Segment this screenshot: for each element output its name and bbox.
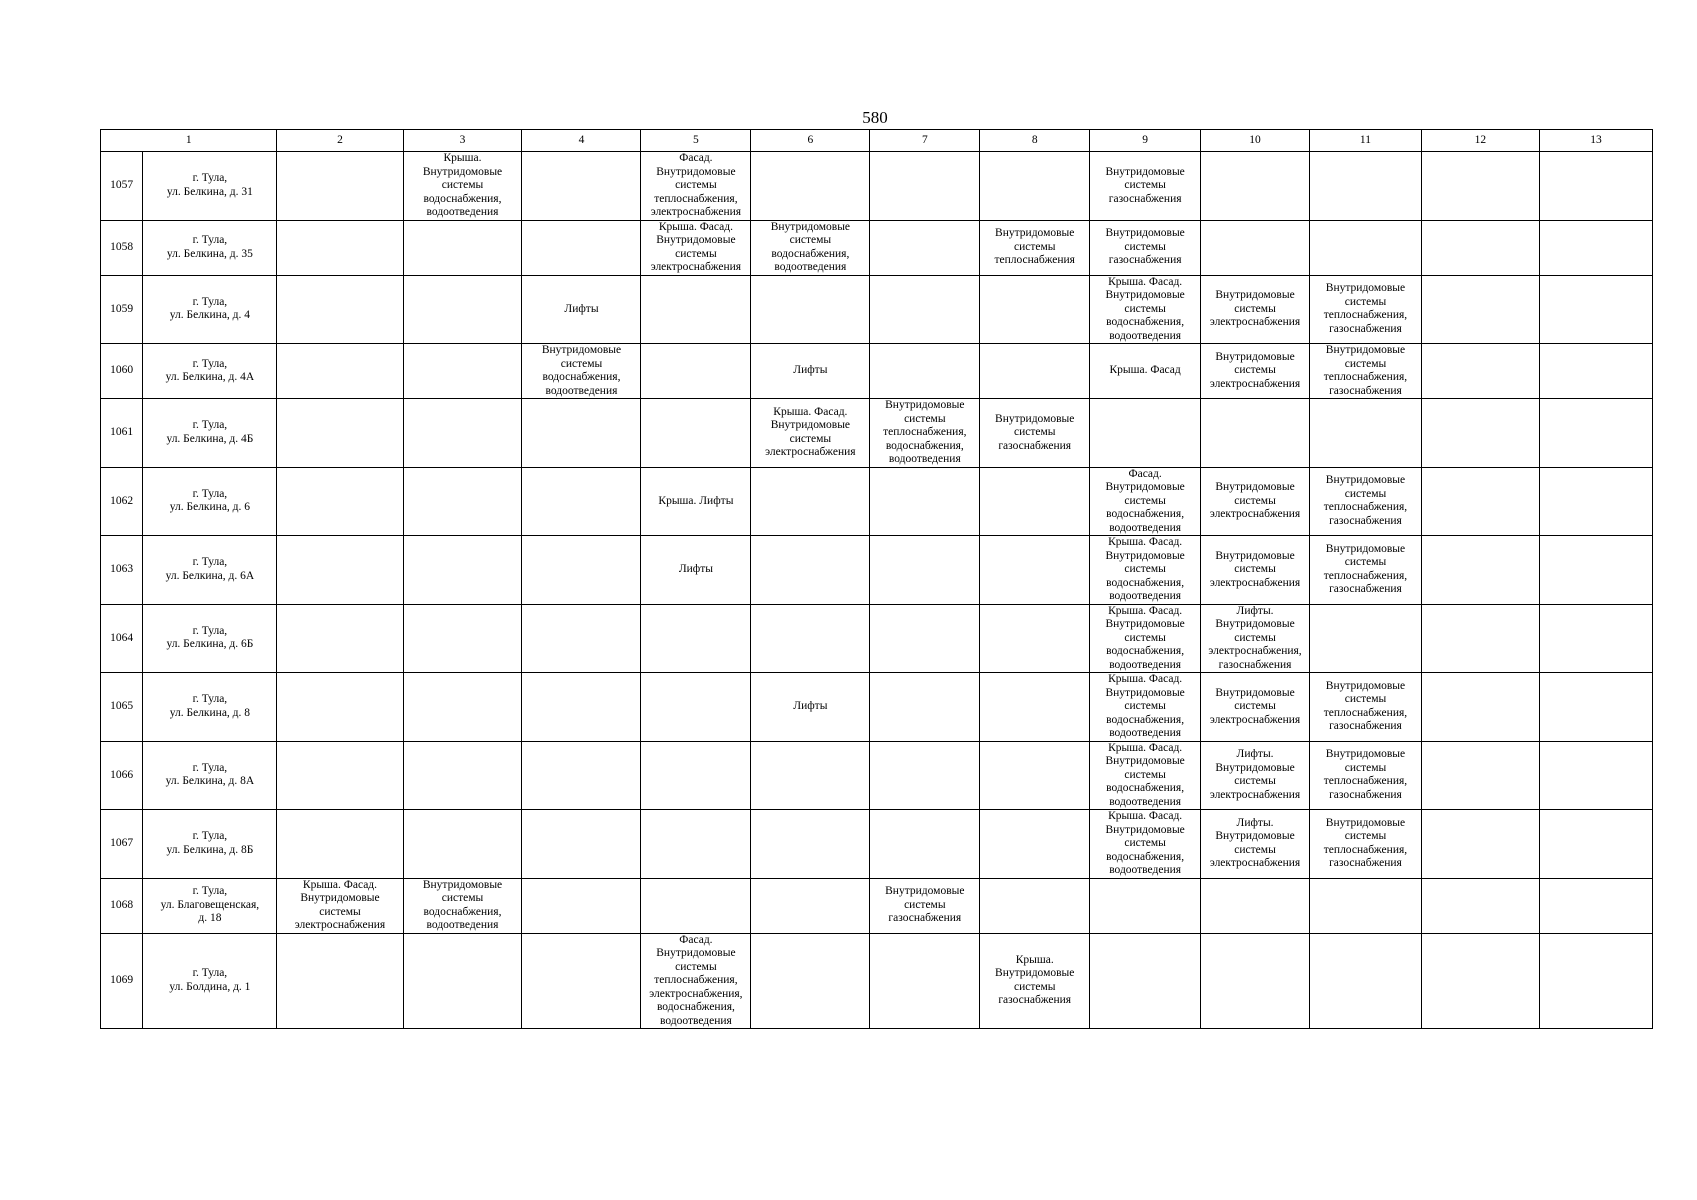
row-number-cell: 1062 [101,467,143,536]
work-type-cell [1201,152,1310,221]
work-type-cell [1539,673,1652,742]
work-type-cell: Фасад. Внутридомовые системы теплоснабжения, электроснабжения [641,152,751,221]
work-type-cell [1310,878,1422,933]
row-number-cell: 1063 [101,536,143,605]
column-number-cell: 6 [751,130,870,152]
work-type-cell [1539,344,1652,399]
work-type-cell: Внутридомовые системы газоснабжения [1090,220,1201,275]
work-type-cell [403,275,522,344]
work-type-cell: Лифты. Внутридомовые системы электроснабжения [1201,741,1310,810]
work-type-cell [751,467,870,536]
work-type-cell [870,220,980,275]
table-row [101,933,1653,1029]
column-number-cell: 1 [101,130,277,152]
work-type-cell [1539,536,1652,605]
work-type-cell [1539,220,1652,275]
work-type-cell [980,467,1090,536]
work-type-cell [403,673,522,742]
work-type-cell [522,152,641,221]
table-row [101,810,1653,879]
column-number-cell: 11 [1310,130,1422,152]
work-type-cell [277,275,403,344]
work-type-cell: Крыша. Фасад [1090,344,1201,399]
work-type-cell: Лифты [751,344,870,399]
row-number-cell: 1060 [101,344,143,399]
work-type-cell [1539,810,1652,879]
row-number-cell: 1057 [101,152,143,221]
work-type-cell: Внутридомовые системы теплоснабжения, газоснабжения [1310,673,1422,742]
repair-schedule-table [100,129,1653,1029]
work-type-cell [522,220,641,275]
address-cell: г. Тула, ул. Белкина, д. 6Б [143,604,277,673]
work-type-cell: Внутридомовые системы электроснабжения [1201,467,1310,536]
work-type-cell [980,810,1090,879]
work-type-cell [1421,878,1539,933]
work-type-cell: Фасад. Внутридомовые системы водоснабжения, водоотведения [1090,467,1201,536]
work-type-cell: Внутридомовые системы водоснабжения, водоотведения [522,344,641,399]
row-number-cell: 1068 [101,878,143,933]
work-type-cell [522,536,641,605]
address-cell: г. Тула, ул. Белкина, д. 8Б [143,810,277,879]
work-type-cell [277,673,403,742]
work-type-cell: Внутридомовые системы теплоснабжения, газоснабжения [1310,536,1422,605]
work-type-cell [641,399,751,468]
work-type-cell: Внутридомовые системы теплоснабжения, газоснабжения [1310,275,1422,344]
work-type-cell: Внутридомовые системы водоснабжения, водоотведения [403,878,522,933]
work-type-cell [277,536,403,605]
work-type-cell [1421,275,1539,344]
work-type-cell [870,604,980,673]
work-type-cell: Крыша. Фасад. Внутридомовые системы водоснабжения, водоотведения [1090,810,1201,879]
work-type-cell: Лифты. Внутридомовые системы электроснабжения, газоснабжения [1201,604,1310,673]
work-type-cell [403,467,522,536]
work-type-cell [980,878,1090,933]
work-type-cell: Крыша. Фасад. Внутридомовые системы электроснабжения [277,878,403,933]
address-cell: г. Тула, ул. Белкина, д. 8 [143,673,277,742]
table-row [101,604,1653,673]
row-number-cell: 1067 [101,810,143,879]
work-type-cell: Лифты [641,536,751,605]
work-type-cell: Внутридомовые системы электроснабжения [1201,536,1310,605]
column-number-cell: 4 [522,130,641,152]
work-type-cell [980,536,1090,605]
work-type-cell [751,275,870,344]
work-type-cell [641,741,751,810]
work-type-cell [1090,399,1201,468]
work-type-cell [641,673,751,742]
work-type-cell [1539,152,1652,221]
work-type-cell [1539,275,1652,344]
address-cell: г. Тула, ул. Болдина, д. 1 [143,933,277,1029]
table-row [101,220,1653,275]
work-type-cell [870,810,980,879]
table-row [101,344,1653,399]
address-cell: г. Тула, ул. Белкина, д. 4А [143,344,277,399]
work-type-cell [403,344,522,399]
work-type-cell [403,810,522,879]
row-number-cell: 1065 [101,673,143,742]
table-row [101,536,1653,605]
work-type-cell [522,741,641,810]
table-body [101,152,1653,1029]
work-type-cell [751,152,870,221]
address-cell: г. Тула, ул. Белкина, д. 31 [143,152,277,221]
work-type-cell [870,275,980,344]
work-type-cell [277,741,403,810]
table-row [101,399,1653,468]
work-type-cell: Внутридомовые системы теплоснабжения, газоснабжения [1310,467,1422,536]
work-type-cell [522,399,641,468]
work-type-cell [980,152,1090,221]
column-number-cell: 8 [980,130,1090,152]
work-type-cell [870,933,980,1029]
work-type-cell [1539,741,1652,810]
work-type-cell: Внутридомовые системы электроснабжения [1201,673,1310,742]
work-type-cell: Крыша. Фасад. Внутридомовые системы водоснабжения, водоотведения [1090,275,1201,344]
work-type-cell: Лифты [522,275,641,344]
table-row [101,673,1653,742]
work-type-cell [1421,344,1539,399]
column-number-cell: 3 [403,130,522,152]
work-type-cell [1421,536,1539,605]
work-type-cell [403,604,522,673]
work-type-cell [403,399,522,468]
work-type-cell [522,467,641,536]
row-number-cell: 1066 [101,741,143,810]
work-type-cell: Внутридомовые системы газоснабжения [870,878,980,933]
work-type-cell [403,220,522,275]
work-type-cell [641,878,751,933]
work-type-cell [403,741,522,810]
work-type-cell [277,399,403,468]
work-type-cell [1090,878,1201,933]
address-cell: г. Тула, ул. Белкина, д. 6 [143,467,277,536]
work-type-cell [277,604,403,673]
work-type-cell [277,152,403,221]
work-type-cell [522,933,641,1029]
work-type-cell [980,604,1090,673]
work-type-cell [1539,467,1652,536]
work-type-cell: Лифты. Внутридомовые системы электроснабжения [1201,810,1310,879]
work-type-cell [751,933,870,1029]
row-number-cell: 1064 [101,604,143,673]
column-number-cell: 7 [870,130,980,152]
work-type-cell: Внутридомовые системы электроснабжения [1201,275,1310,344]
work-type-cell [870,536,980,605]
work-type-cell [1201,933,1310,1029]
column-number-cell: 12 [1421,130,1539,152]
work-type-cell [980,275,1090,344]
work-type-cell: Внутридомовые системы теплоснабжения, газоснабжения [1310,741,1422,810]
work-type-cell [870,152,980,221]
work-type-cell [1421,810,1539,879]
column-number-cell: 10 [1201,130,1310,152]
address-cell: г. Тула, ул. Благовещенская, д. 18 [143,878,277,933]
page-number: 580 [862,108,888,127]
address-cell: г. Тула, ул. Белкина, д. 8А [143,741,277,810]
work-type-cell: Крыша. Внутридомовые системы водоснабжения, водоотведения [403,152,522,221]
work-type-cell: Внутридомовые системы теплоснабжения, газоснабжения [1310,810,1422,879]
work-type-cell [1539,399,1652,468]
row-number-cell: 1069 [101,933,143,1029]
column-number-cell: 13 [1539,130,1652,152]
column-number-cell: 2 [277,130,403,152]
work-type-cell [1421,467,1539,536]
work-type-cell [277,810,403,879]
work-type-cell: Крыша. Фасад. Внутридомовые системы водоснабжения, водоотведения [1090,673,1201,742]
work-type-cell: Внутридомовые системы электроснабжения [1201,344,1310,399]
work-type-cell [870,344,980,399]
work-type-cell: Крыша. Фасад. Внутридомовые системы электроснабжения [751,399,870,468]
work-type-cell [641,275,751,344]
work-type-cell: Крыша. Внутридомовые системы газоснабжения [980,933,1090,1029]
address-cell: г. Тула, ул. Белкина, д. 4Б [143,399,277,468]
work-type-cell [751,878,870,933]
work-type-cell: Внутридомовые системы теплоснабжения, газоснабжения [1310,344,1422,399]
work-type-cell [641,810,751,879]
work-type-cell [522,673,641,742]
table-row [101,467,1653,536]
work-type-cell [980,673,1090,742]
table-row [101,152,1653,221]
work-type-cell: Крыша. Фасад. Внутридомовые системы водоснабжения, водоотведения [1090,536,1201,605]
work-type-cell: Внутридомовые системы газоснабжения [980,399,1090,468]
column-number-cell: 9 [1090,130,1201,152]
work-type-cell [641,344,751,399]
work-type-cell [277,344,403,399]
work-type-cell [751,536,870,605]
work-type-cell [870,673,980,742]
work-type-cell: Лифты [751,673,870,742]
work-type-cell: Крыша. Фасад. Внутридомовые системы водоснабжения, водоотведения [1090,604,1201,673]
work-type-cell [870,467,980,536]
work-type-cell [277,467,403,536]
work-type-cell [870,741,980,810]
work-type-cell [522,878,641,933]
work-type-cell [1201,220,1310,275]
work-type-cell [403,536,522,605]
table-row [101,275,1653,344]
work-type-cell [1539,604,1652,673]
work-type-cell [980,344,1090,399]
table-row [101,878,1653,933]
work-type-cell [522,604,641,673]
work-type-cell [1539,933,1652,1029]
work-type-cell [1539,878,1652,933]
work-type-cell: Внутридомовые системы теплоснабжения, водоснабжения, водоотведения [870,399,980,468]
work-type-cell [403,933,522,1029]
work-type-cell [980,741,1090,810]
work-type-cell [751,741,870,810]
work-type-cell: Крыша. Фасад. Внутридомовые системы водоснабжения, водоотведения [1090,741,1201,810]
work-type-cell [522,810,641,879]
work-type-cell [1310,399,1422,468]
work-type-cell [1201,399,1310,468]
work-type-cell [751,604,870,673]
row-number-cell: 1058 [101,220,143,275]
work-type-cell [1310,604,1422,673]
work-type-cell [1310,220,1422,275]
address-cell: г. Тула, ул. Белкина, д. 35 [143,220,277,275]
address-cell: г. Тула, ул. Белкина, д. 6А [143,536,277,605]
work-type-cell [1421,741,1539,810]
work-type-cell: Внутридомовые системы теплоснабжения [980,220,1090,275]
work-type-cell [641,604,751,673]
work-type-cell [751,810,870,879]
column-number-cell: 5 [641,130,751,152]
work-type-cell: Внутридомовые системы газоснабжения [1090,152,1201,221]
work-type-cell [1421,152,1539,221]
table-header [101,130,1653,152]
row-number-cell: 1061 [101,399,143,468]
address-cell: г. Тула, ул. Белкина, д. 4 [143,275,277,344]
work-type-cell [1421,399,1539,468]
work-type-cell [1090,933,1201,1029]
work-type-cell: Крыша. Фасад. Внутридомовые системы электроснабжения [641,220,751,275]
work-type-cell [1201,878,1310,933]
work-type-cell [1421,604,1539,673]
work-type-cell [277,220,403,275]
work-type-cell: Крыша. Лифты [641,467,751,536]
work-type-cell: Фасад. Внутридомовые системы теплоснабжения, электроснабжения, водоснабжения, водоотведения [641,933,751,1029]
work-type-cell [1421,673,1539,742]
row-number-cell: 1059 [101,275,143,344]
work-type-cell [1310,152,1422,221]
work-type-cell: Внутридомовые системы водоснабжения, водоотведения [751,220,870,275]
column-number-row [101,130,1653,152]
table-row [101,741,1653,810]
work-type-cell [1421,220,1539,275]
work-type-cell [277,933,403,1029]
work-type-cell [1310,933,1422,1029]
work-type-cell [1421,933,1539,1029]
